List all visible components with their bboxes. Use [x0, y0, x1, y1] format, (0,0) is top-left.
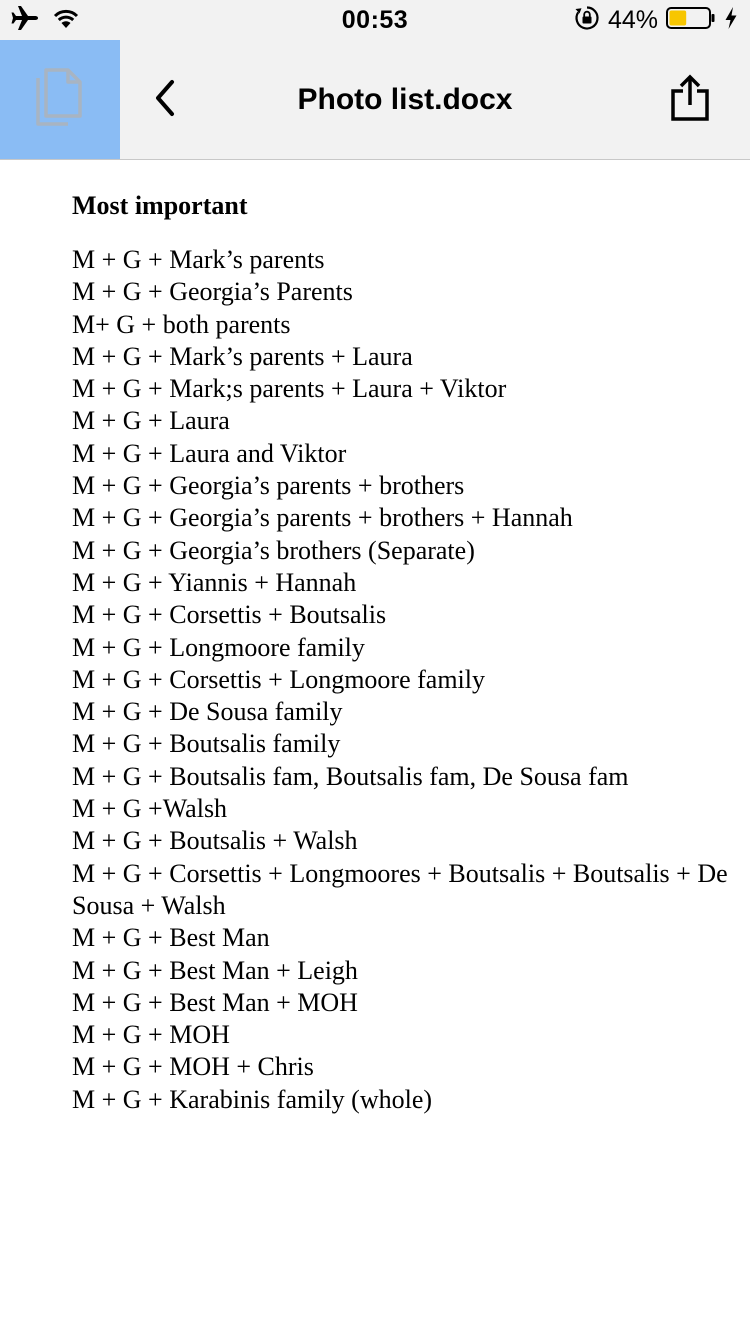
document-line: M + G + Laura and Viktor	[72, 438, 347, 468]
document-body	[72, 180, 732, 1116]
document-line: M+ G + both parents	[72, 309, 291, 339]
back-button[interactable]	[140, 70, 190, 130]
document-line: M + G + Mark’s parents	[72, 245, 325, 274]
document-line: M + G + Corsettis + Longmoores + Boutsalis + Boutsalis + De Sousa + Walsh	[72, 858, 728, 920]
document-line: M + G + Mark’s parents + Laura	[72, 341, 413, 371]
document-line: M + G + Georgia’s parents + brothers + Hannah	[72, 503, 573, 533]
document-line: M + G + MOH	[72, 1020, 230, 1050]
status-time: 00:53	[341, 6, 409, 34]
document-line: M + G + Best Man	[72, 923, 270, 953]
document-line: M + G + Georgia’s brothers (Separate)	[72, 535, 475, 565]
document-line: M + G + Boutsalis family	[72, 729, 341, 759]
document-line: M + G +Walsh	[72, 794, 228, 824]
page-title: Photo list.docx	[297, 83, 513, 116]
document-line: M + G + Corsettis + Longmoore family	[72, 664, 486, 694]
document-line: M + G + Georgia’s Parents	[72, 277, 353, 307]
document-line: M + G + Boutsalis + Walsh	[72, 826, 358, 856]
status-right	[574, 6, 738, 34]
orientation-lock-icon	[574, 5, 600, 36]
document-line: M + G + Boutsalis fam, Boutsalis fam, De Sousa fam	[72, 761, 629, 791]
document-line: M + G + Laura	[72, 406, 230, 436]
document-line: M + G + Mark;s parents + Laura + Viktor	[72, 374, 507, 404]
document-line: M + G + Yiannis + Hannah	[72, 567, 357, 597]
document-line: M + G + Best Man + Leigh	[72, 955, 358, 985]
document-lines	[72, 244, 732, 1116]
document-line: M + G + Longmoore family	[72, 632, 365, 662]
charging-bolt-icon	[724, 6, 738, 35]
share-button[interactable]	[660, 70, 720, 130]
document-line: M + G + De Sousa family	[72, 697, 343, 727]
document-line: M + G + Best Man + MOH	[72, 987, 358, 1017]
document-line: M + G + Corsettis + Boutsalis	[72, 600, 387, 630]
nav-bar	[0, 40, 750, 160]
document-icon	[34, 66, 86, 133]
battery-percent: 44%	[607, 5, 658, 34]
document-line: M + G + Karabinis family (whole)	[72, 1084, 433, 1114]
battery-icon	[666, 6, 716, 35]
document-line: M + G + MOH + Chris	[72, 1052, 314, 1082]
document-line: M + G + Georgia’s parents + brothers	[72, 471, 465, 501]
status-bar	[0, 0, 750, 40]
document-thumbnail-button[interactable]	[0, 40, 120, 159]
document-heading: Most important	[72, 191, 248, 220]
share-icon	[670, 74, 710, 127]
back-chevron-icon	[153, 78, 177, 123]
